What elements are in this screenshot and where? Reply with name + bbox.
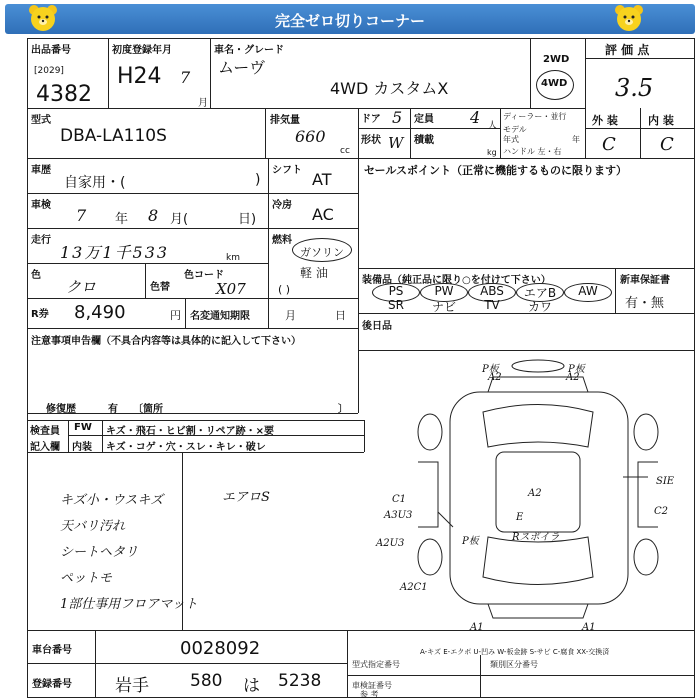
diagram-damage-label: C1 — [392, 494, 407, 505]
diagram-damage-label: C2 — [654, 506, 669, 517]
recycle-label: 車検証番号 — [352, 681, 392, 690]
diagram-damage-label: A2 — [566, 372, 580, 383]
reg-label: 初度登録年月 — [112, 45, 172, 56]
notes-label: 注意事項申告欄（不具合内容等は具体的に記入して下さい） — [31, 336, 301, 347]
hw-extra-note: エアロS — [222, 490, 270, 505]
diagram-legend: A-キズ E-エクボ U-凹み W-板金跡 S-サビ C-腐食 XX-交換済 — [420, 648, 610, 656]
diagram-damage-label: A3U3 — [384, 510, 413, 521]
drive-value: 4WD — [541, 78, 568, 89]
repair-label: 修復歴 — [46, 404, 76, 415]
color-code-label: 色コード — [184, 270, 224, 281]
mascot-bear-icon — [614, 4, 644, 32]
color-code: X07 — [216, 280, 246, 298]
diagram-damage-label: SIE — [656, 476, 675, 487]
diagram-damage-label: P板 — [568, 364, 585, 375]
lot-sub: [2029] — [34, 66, 64, 76]
price-label: R券 — [31, 309, 49, 320]
handwritten-note-line: キズ小・ウスキズ — [60, 493, 164, 508]
diagram-damage-label: A2 — [488, 372, 502, 383]
chassis-label: 車台番号 — [32, 645, 72, 656]
handle-label: ハンドル 左・右 — [503, 147, 562, 156]
equipment-item: ABS — [468, 283, 516, 302]
equipment-item: PS — [372, 283, 420, 302]
diagram-damage-label: A2C1 — [400, 582, 428, 593]
equipment-item: SR — [388, 298, 404, 312]
capacity-unit: 人 — [488, 121, 498, 131]
name-change-month: 月 — [285, 309, 296, 322]
sales-point-label: セールスポイント（正常に機能するものに限ります） — [364, 164, 628, 177]
diagram-damage-label: P板 — [462, 536, 479, 547]
inspector-label2: 記入欄 — [30, 442, 60, 453]
insp-month: 8 — [148, 206, 159, 225]
ac-label: 冷房 — [272, 200, 292, 211]
grade: 4WD カスタムX — [330, 79, 449, 98]
later-items-label: 後日品 — [362, 321, 392, 332]
load-unit: kg — [487, 148, 497, 157]
diagram-damage-label: P板 — [482, 364, 499, 375]
history-label: 車歴 — [31, 165, 51, 176]
year-unit: 年 — [572, 135, 580, 144]
price-unit: 円 — [170, 309, 181, 322]
name-label: 車名・グレード — [214, 45, 284, 56]
dealer-label: ディーラー・並行 — [503, 112, 567, 121]
reg-kana: は — [243, 676, 260, 696]
price-value: 8,490 — [74, 302, 126, 323]
repair-bracket: 〔箇所 — [133, 404, 163, 415]
equipment-item: AW — [564, 283, 612, 302]
car-name: ムーヴ — [218, 58, 266, 77]
model-year-label: 年式 — [503, 135, 519, 144]
reg-month: 7 — [180, 68, 191, 87]
mileage-value: 13万1千533 — [60, 243, 170, 262]
history-close: ) — [255, 172, 261, 188]
chassis-value: 0028092 — [180, 638, 261, 659]
insp-month-unit: 月( — [170, 212, 189, 227]
int-label: 内 装 — [648, 114, 674, 127]
type-label: 型式 — [31, 115, 51, 126]
color-label: 色 — [31, 270, 41, 281]
doors-value: 5 — [392, 108, 403, 127]
handwritten-note-line: 1部仕事用フロアマット — [60, 597, 198, 612]
ref-label: 参 考 — [360, 690, 379, 699]
shift-label: シフト — [272, 165, 302, 176]
lot-number: 4382 — [36, 82, 92, 107]
shape-value: W — [388, 134, 404, 152]
diagram-damage-label: Rスポイラ — [512, 532, 560, 543]
equipment-item: エアB — [516, 283, 564, 302]
new-warranty-value: 有・無 — [625, 296, 665, 311]
lot-label: 出品番号 — [31, 45, 71, 56]
fuel-gas: ガソリン — [300, 246, 344, 259]
disp-label: 排気量 — [270, 115, 300, 126]
diagram-damage-label: A2 — [528, 488, 542, 499]
diagram-damage-label: A2U3 — [376, 538, 405, 549]
fuel-label: 燃料 — [272, 235, 292, 246]
inspection-label: 車検 — [31, 200, 51, 211]
disp-unit: cc — [340, 146, 350, 156]
load-label: 積載 — [414, 135, 434, 146]
type-cert-label: 型式指定番号 — [352, 660, 400, 669]
shift-value: AT — [312, 170, 332, 189]
reg-month-unit: 月 — [198, 98, 208, 109]
name-change-label: 名変通知期限 — [190, 311, 250, 322]
handwritten-note-line: ペットモ — [60, 571, 113, 586]
category-label: 類別区分番号 — [490, 660, 538, 669]
diagram-damage-label: A1 — [582, 622, 596, 633]
shape-label: 形状 — [361, 135, 381, 146]
doors-label: ドア — [361, 114, 381, 125]
mileage-unit: km — [226, 253, 240, 263]
equipment-item: PW — [420, 283, 468, 302]
handwritten-note-line: 天バリ汚れ — [60, 519, 126, 534]
insp-day-unit: 日) — [238, 212, 257, 227]
banner-title: 完全ゼロ切りコーナー — [274, 12, 425, 30]
score-label: 評 価 点 — [605, 43, 650, 57]
color-no-label: 色替 — [150, 282, 170, 293]
mileage-label: 走行 — [31, 235, 51, 246]
color-value: クロ — [66, 278, 97, 296]
capacity-value: 4 — [470, 108, 481, 127]
fw-items: キズ・飛石・ヒビ割・リペア跡・×要 — [106, 426, 274, 437]
disp-value: 660 — [295, 127, 326, 146]
title-banner — [5, 4, 695, 34]
diagram-damage-label: A1 — [470, 622, 484, 633]
fw-label: FW — [74, 422, 92, 433]
fuel-diesel: 軽 油 — [300, 266, 328, 280]
handwritten-note-line: シートヘタリ — [60, 545, 139, 560]
reg-area: 岩手 — [115, 676, 149, 696]
inspector-label1: 検査員 — [30, 426, 60, 437]
insp-year-unit: 年 — [115, 212, 129, 227]
equipment-item: TV — [484, 298, 500, 312]
new-warranty-label: 新車保証書 — [620, 275, 670, 286]
int-inspect-label: 内装 — [72, 442, 92, 453]
ext-value: C — [602, 134, 616, 155]
diagram-damage-label: E — [516, 512, 524, 523]
type-value: DBA-LA110S — [60, 126, 167, 146]
history-value: 自家用・( — [64, 175, 126, 191]
fuel-other: ( ) — [278, 283, 291, 296]
ext-label: 外 装 — [592, 114, 618, 127]
equipment-item: カワ — [527, 300, 552, 314]
reg-number-label: 登録番号 — [32, 679, 72, 690]
name-change-day: 日 — [335, 309, 346, 322]
equipment-label: 装備品（純正品に限り○を付けて下さい） — [362, 275, 551, 286]
model-label: モデル — [503, 125, 527, 134]
handwritten-notes — [60, 488, 198, 618]
reg-class: 580 — [190, 671, 223, 691]
score-value: 3.5 — [615, 74, 654, 102]
reg-number: 5238 — [278, 671, 322, 691]
mascot-bear-icon — [28, 4, 58, 32]
insp-year: 7 — [76, 206, 87, 225]
repair-close: 〕 — [338, 404, 348, 415]
equipment-item: ナビ — [431, 300, 456, 314]
drive-label: 2WD — [543, 54, 570, 65]
ac-value: AC — [312, 205, 334, 224]
int-items: キズ・コゲ・穴・スレ・キレ・破レ — [106, 442, 266, 453]
capacity-label: 定員 — [414, 114, 434, 125]
reg-era: H24 — [117, 64, 162, 89]
int-value: C — [660, 134, 674, 155]
repair-value: 有 — [108, 404, 118, 415]
